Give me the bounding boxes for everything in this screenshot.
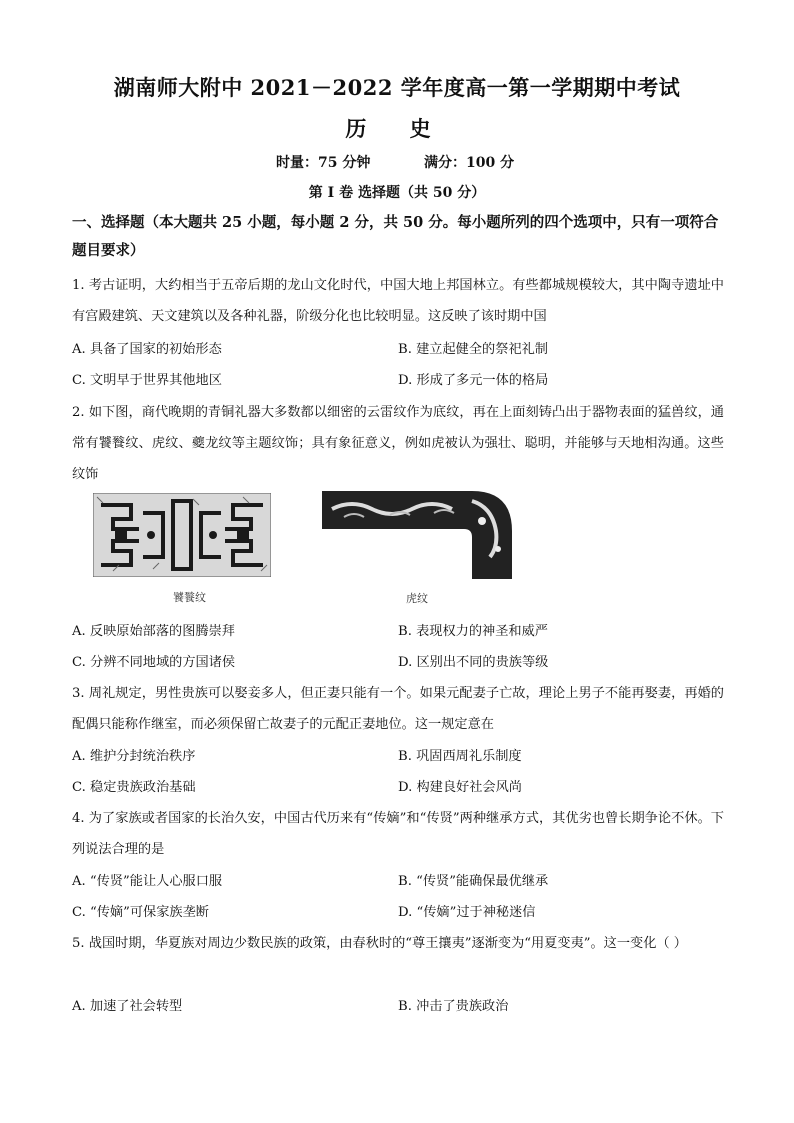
question-2-option-a[interactable]: A. 反映原始部落的图腾崇拜 <box>72 624 235 639</box>
question-2-stem: 2. 如下图，商代晚期的青铜礼器大多数都以细密的云雷纹作为底纹，再在上面刻铸凸出于器物表面的猛兽纹，通常有饕餮纹、虎纹、夔龙纹等主题纹饰；具有象征意义，例如虎被认为强壮、聪明，并能够与天地相沟通。这些纹饰 <box>72 405 724 482</box>
tiger-caption: 虎纹 <box>406 592 428 605</box>
taotie-pattern-image <box>93 493 271 577</box>
full-score: 满分：100 分 <box>424 155 515 171</box>
taotie-caption: 饕餮纹 <box>173 591 206 604</box>
question-4-option-b[interactable]: B. “传贤”能确保最优继承 <box>398 874 549 889</box>
question-1-option-c[interactable]: C. 文明早于世界其他地区 <box>72 373 222 388</box>
question-4-option-c[interactable]: C. “传嫡”可保家族垄断 <box>72 905 209 920</box>
exam-title: 湖南师大附中 2021－2022 学年度高一第一学期期中考试 <box>113 75 681 100</box>
question-2-option-b[interactable]: B. 表现权力的神圣和威严 <box>398 624 548 639</box>
question-1-option-a[interactable]: A. 具备了国家的初始形态 <box>72 342 222 357</box>
question-3-option-b[interactable]: B. 巩固西周礼乐制度 <box>398 749 522 764</box>
question-2-option-c[interactable]: C. 分辨不同地域的方国诸侯 <box>72 655 236 670</box>
section-heading: 第 I 卷 选择题（共 50 分） <box>308 185 486 201</box>
question-3-option-c[interactable]: C. 稳定贵族政治基础 <box>72 780 196 795</box>
question-3-stem: 3. 周礼规定，男性贵族可以娶妾多人，但正妻只能有一个。如果元配妻子亡故，理论上男子不能再娶妻，再婚的配偶只能称作继室，而必须保留亡故妻子的元配正妻地位。这一规定意在 <box>72 686 724 732</box>
question-1-option-d[interactable]: D. 形成了多元一体的格局 <box>398 373 549 388</box>
question-3-option-a[interactable]: A. 维护分封统治秩序 <box>72 749 196 764</box>
question-1-stem: 1. 考古证明，大约相当于五帝后期的龙山文化时代，中国大地上邦国林立。有些都城规模较大，其中陶寺遗址中有宫殿建筑、天文建筑以及各种礼器，阶级分化也比较明显。这反映了该时期中国 <box>72 278 724 324</box>
question-5-option-b[interactable]: B. 冲击了贵族政治 <box>398 999 509 1014</box>
subject-title: 历 史 <box>345 116 449 141</box>
question-4-stem: 4. 为了家族或者国家的长治久安，中国古代历来有“传嫡”和“传贤”两种继承方式，其优劣也曾长期争论不休。下列说法合理的是 <box>72 811 724 857</box>
question-4-option-d[interactable]: D. “传嫡”过于神秘迷信 <box>398 905 536 920</box>
time-limit: 时量：75 分钟 <box>276 155 371 171</box>
question-2-option-d[interactable]: D. 区别出不同的贵族等级 <box>398 655 549 670</box>
question-1-option-b[interactable]: B. 建立起健全的祭祀礼制 <box>398 342 548 357</box>
tiger-pattern-image <box>322 491 512 579</box>
question-4-option-a[interactable]: A. “传贤”能让人心服口服 <box>72 874 223 889</box>
question-5-option-a[interactable]: A. 加速了社会转型 <box>72 999 183 1014</box>
question-5-stem: 5. 战国时期，华夏族对周边少数民族的政策，由春秋时的“尊王攘夷”逐渐变为“用夏变夷”。这一变化（ ） <box>72 936 687 951</box>
question-3-option-d[interactable]: D. 构建良好社会风尚 <box>398 780 522 795</box>
instructions: 一、选择题（本大题共 25 小题，每小题 2 分，共 50 分。每小题所列的四个选项中，只有一项符合题目要求） <box>72 214 719 259</box>
